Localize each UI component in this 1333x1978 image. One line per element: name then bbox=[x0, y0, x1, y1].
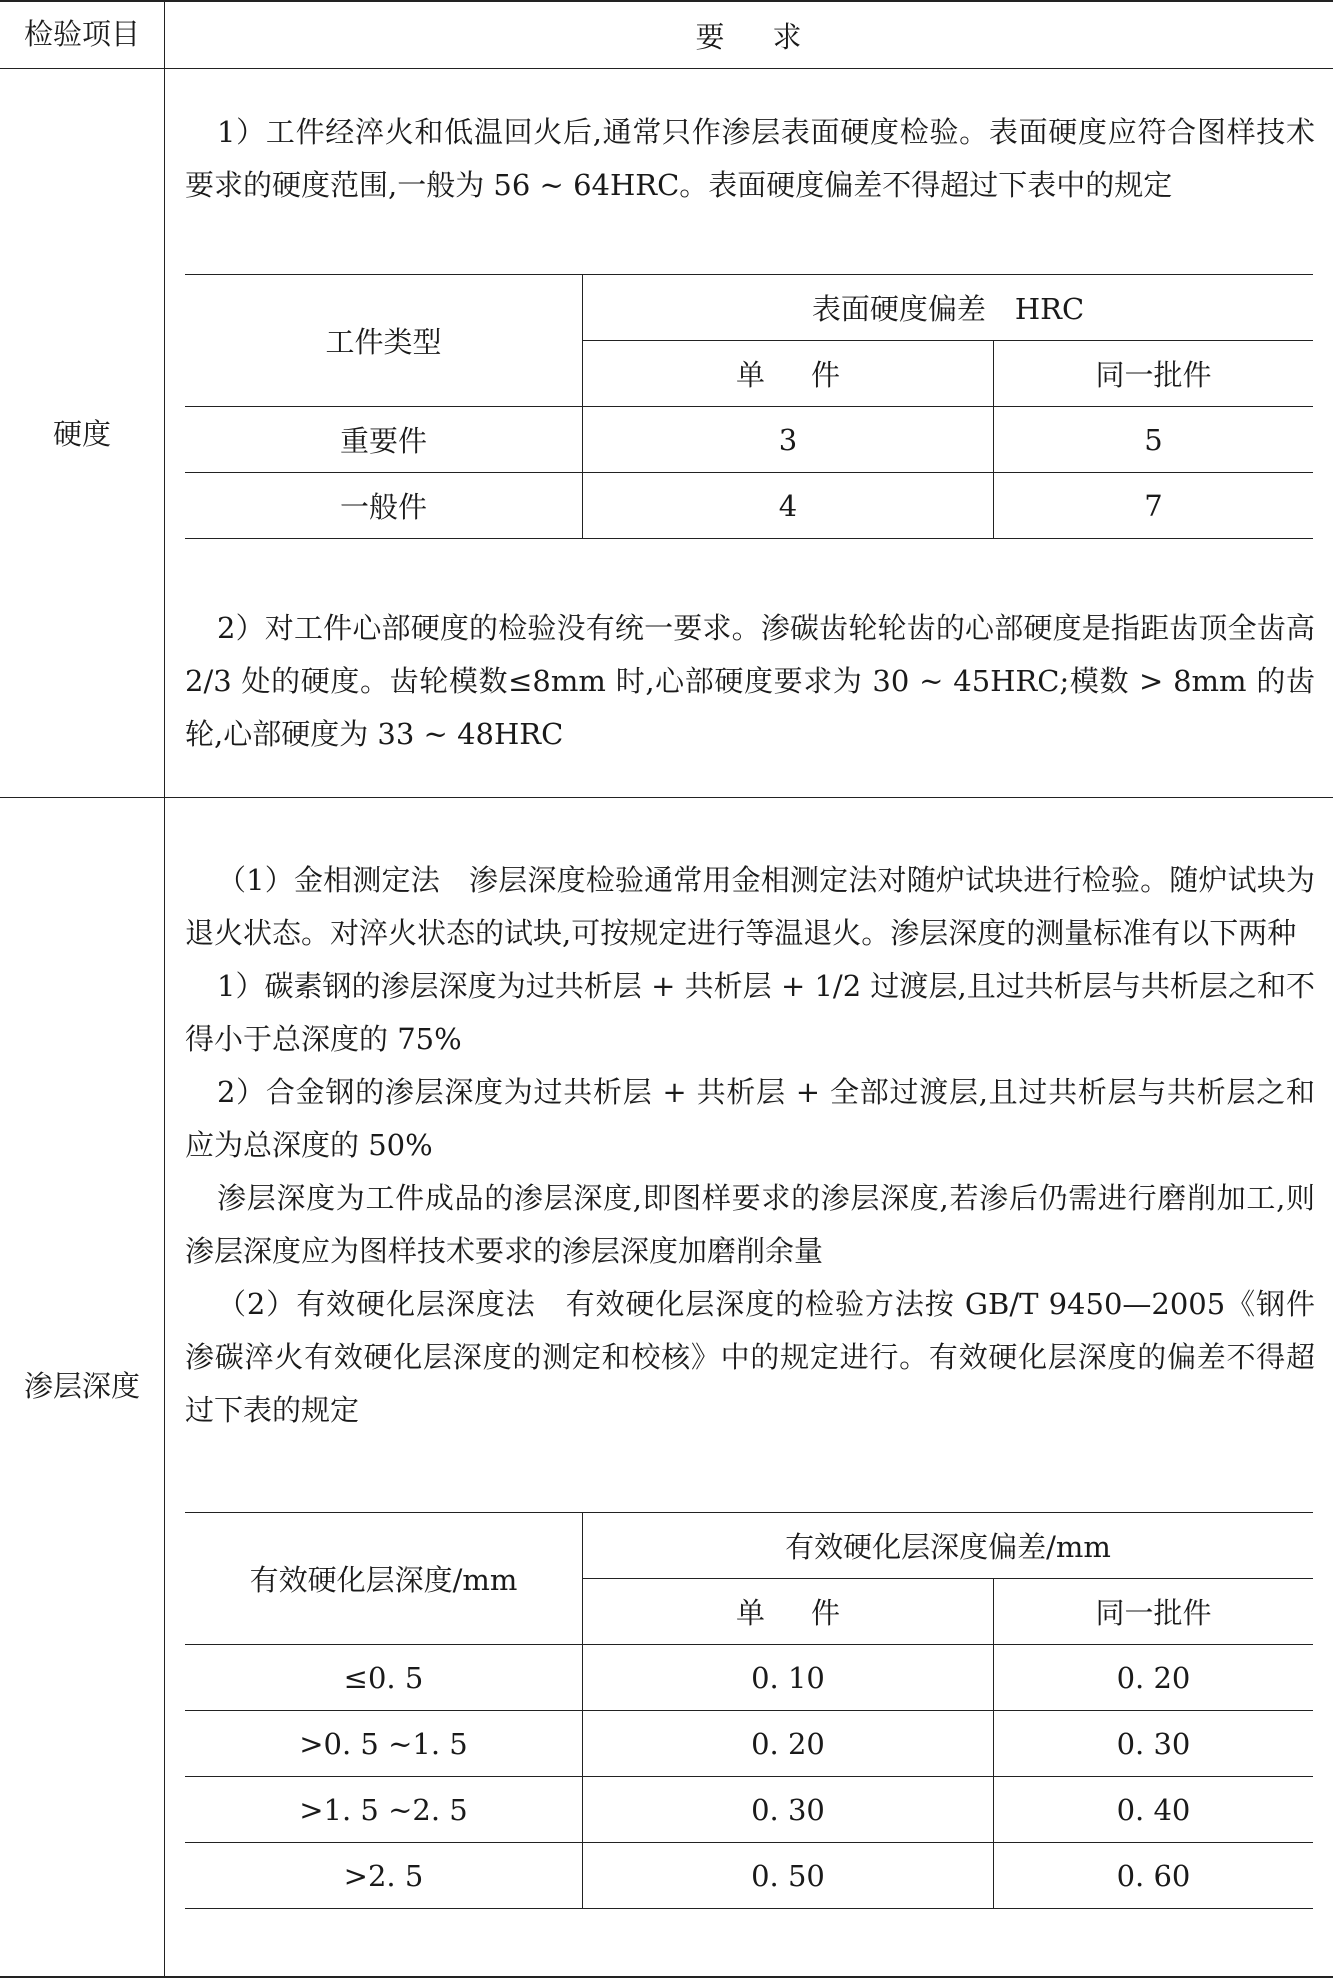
cell-depth: >2. 5 bbox=[185, 1843, 583, 1909]
col-header-type: 工件类型 bbox=[185, 275, 583, 407]
col-header-deviation: 有效硬化层深度偏差/mm bbox=[583, 1513, 1314, 1579]
cell-single: 3 bbox=[583, 407, 994, 473]
depth-deviation-table bbox=[185, 1512, 1313, 1909]
cell-batch: 0. 30 bbox=[994, 1711, 1314, 1777]
table-row bbox=[185, 1645, 1313, 1711]
cell-depth: >0. 5 ~1. 5 bbox=[185, 1711, 583, 1777]
table-row bbox=[185, 407, 1313, 473]
depth-para: 渗层深度为工件成品的渗层深度,即图样要求的渗层深度,若渗后仍需进行磨削加工,则渗层深度应为图样技术要求的渗层深度加磨削余量 bbox=[185, 1181, 1315, 1268]
cell-batch: 0. 40 bbox=[994, 1777, 1314, 1843]
column-divider bbox=[164, 2, 165, 1976]
col-header-depth: 有效硬化层深度/mm bbox=[185, 1513, 583, 1645]
cell-depth: ≤0. 5 bbox=[185, 1645, 583, 1711]
col-header-batch: 同一批件 bbox=[994, 341, 1314, 407]
cell-depth: >1. 5 ~2. 5 bbox=[185, 1777, 583, 1843]
table-row bbox=[185, 1843, 1313, 1909]
col-header-single: 单件 bbox=[583, 341, 994, 407]
hardness-para-2 bbox=[185, 602, 1315, 761]
cell-single: 0. 50 bbox=[583, 1843, 994, 1909]
cell-type: 一般件 bbox=[185, 473, 583, 539]
header-requirement: 要求 bbox=[695, 19, 850, 54]
cell-batch: 0. 20 bbox=[994, 1645, 1314, 1711]
table-row bbox=[185, 1711, 1313, 1777]
cell-single: 0. 10 bbox=[583, 1645, 994, 1711]
cell-type: 重要件 bbox=[185, 407, 583, 473]
row-divider bbox=[0, 797, 1333, 798]
depth-label: 渗层深度 bbox=[23, 1369, 140, 1403]
depth-para: 1）碳素钢的渗层深度为过共析层 + 共析层 + 1/2 过渡层,且过共析层与共析层之和不得小于总深度的 75% bbox=[185, 969, 1315, 1056]
header-divider bbox=[0, 68, 1333, 69]
hardness-deviation-table bbox=[185, 274, 1313, 539]
col-header-batch: 同一批件 bbox=[994, 1579, 1314, 1645]
hardness-label: 硬度 bbox=[52, 417, 111, 451]
depth-para: （1）金相测定法 渗层深度检验通常用金相测定法对随炉试块进行检验。随炉试块为退火状态。对淬火状态的试块,可按规定进行等温退火。渗层深度的测量标准有以下两种 bbox=[185, 863, 1315, 950]
col-header-single: 单件 bbox=[583, 1579, 994, 1645]
cell-single: 0. 30 bbox=[583, 1777, 994, 1843]
depth-para: （2）有效硬化层深度法 有效硬化层深度的检验方法按 GB/T 9450—2005《钢件渗碳淬火有效硬化层深度的测定和校核》中的规定进行。有效硬化层深度的偏差不得超过下表的规定 bbox=[185, 1287, 1315, 1427]
hardness-para-1 bbox=[185, 106, 1315, 212]
header-item: 检验项目 bbox=[23, 17, 140, 51]
cell-single: 4 bbox=[583, 473, 994, 539]
cell-batch: 7 bbox=[994, 473, 1314, 539]
depth-paragraphs bbox=[185, 854, 1315, 1437]
table-row bbox=[185, 1777, 1313, 1843]
cell-single: 0. 20 bbox=[583, 1711, 994, 1777]
table-row bbox=[185, 473, 1313, 539]
cell-batch: 0. 60 bbox=[994, 1843, 1314, 1909]
cell-batch: 5 bbox=[994, 407, 1314, 473]
col-header-deviation: 表面硬度偏差 HRC bbox=[583, 275, 1314, 341]
hardness-para-2-text: 2）对工件心部硬度的检验没有统一要求。渗碳齿轮轮齿的心部硬度是指距齿顶全齿高 2/3 处的硬度。齿轮模数≤8mm 时,心部硬度要求为 30 ~ 45HRC;模数 > 8mm 的齿轮,心部硬度为 33 ~ 48HRC bbox=[185, 611, 1315, 751]
hardness-para-1-text: 1）工件经淬火和低温回火后,通常只作渗层表面硬度检验。表面硬度应符合图样技术要求的硬度范围,一般为 56 ~ 64HRC。表面硬度偏差不得超过下表中的规定 bbox=[185, 115, 1315, 202]
depth-para: 2）合金钢的渗层深度为过共析层 + 共析层 + 全部过渡层,且过共析层与共析层之和应为总深度的 50% bbox=[185, 1075, 1315, 1162]
